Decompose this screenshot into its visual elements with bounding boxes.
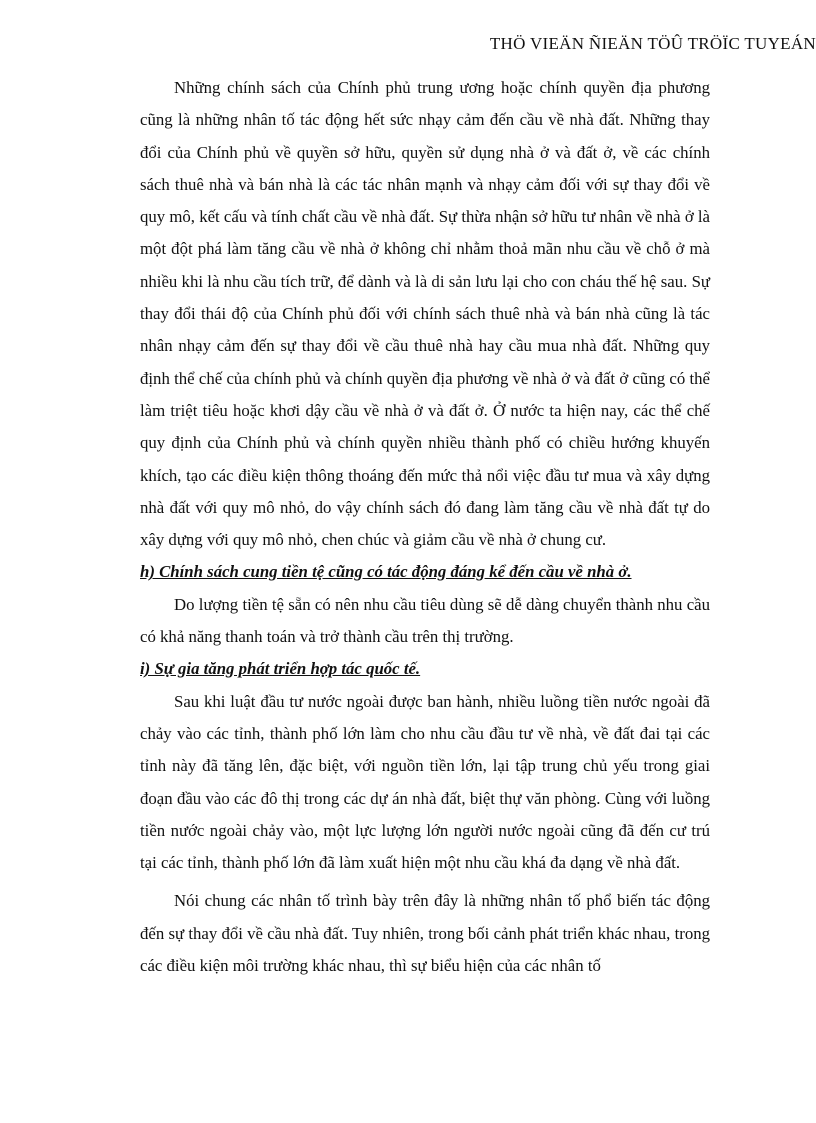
page-header: THÖ VIEÄN ÑIEÄN TÖÛ TRÖÏC TUYEÁN: [489, 34, 816, 53]
paragraph-foreign-investment: Sau khi luật đầu tư nước ngoài được ban hành, nhiều luồng tiền nước ngoài đã chảy vào các tỉnh, thành phố lớn làm cho nhu cầu đầu tư về nhà, về đất đai tại các tỉnh này đã tăng lên, đặc biệt, với nguồn tiền lớn, lại tập trung chủ yếu trong giai đoạn đầu vào các đô thị trong các dự án nhà đất, biệt thự văn phòng. Cùng với luồng tiền nước ngoài chảy vào, một lực lượng lớn người nước ngoài cũng đã đến cư trú tại các tỉnh, thành phố lớn đã làm xuất hiện một nhu cầu khá đa dạng về nhà đất.: [140, 691, 710, 873]
section-heading-h: h) Chính sách cung tiền tệ cũng có tác động đáng kể đến cầu về nhà ở.: [140, 562, 632, 582]
paragraph-government-policy: Những chính sách của Chính phủ trung ương hoặc chính quyền địa phương cũng là những nhân tố tác động hết sức nhạy cảm đến cầu về nhà đất. Những thay đổi của Chính phủ về quyền sở hữu, quyền sử dụng nhà ở và đất ở, về các chính sách thuê nhà và bán nhà là các tác nhân mạnh và nhạy cảm đối với sự thay đổi về quy mô, kết cấu và tính chất cầu về nhà đất. Sự thừa nhận sở hữu tư nhân về nhà ở là một đột phá làm tăng cầu về nhà ở không chỉ nhằm thoả mãn nhu cầu về chỗ ở mà nhiều khi là nhu cầu tích trữ, để dành và là di sản lưu lại cho con cháu thế hệ sau. Sự thay đổi thái độ của Chính phủ đối với chính sách thuê nhà và bán nhà cũng là tác nhân nhạy cảm đến sự thay đổi về cầu thuê nhà hay cầu mua nhà đất. Những quy định thể chế của chính phủ và chính quyền địa phương về nhà ở và đất ở cũng có thể làm triệt tiêu hoặc khơi dậy cầu về nhà ở và đất ở. Ở nước ta hiện nay, các thể chế quy định của Chính phủ và chính quyền nhiều thành phố có chiều hướng khuyến khích, tạo các điều kiện thông thoáng đến mức thả nổi việc đầu tư mua và xây dựng nhà đất với quy mô nhỏ, do vậy chính sách đó đang làm tăng cầu về nhà đất tự do xây dựng với quy mô nhỏ, chen chúc và giảm cầu về nhà ở chung cư.: [140, 78, 711, 550]
paragraph-money-supply: Do lượng tiền tệ sẵn có nên nhu cầu tiêu dùng sẽ dễ dàng chuyển thành nhu cầu có khả năng thanh toán và trở thành cầu trên thị trường.: [140, 594, 710, 647]
paragraph-conclusion: Nói chung các nhân tố trình bày trên đây là những nhân tố phổ biến tác động đến sự thay đổi về cầu nhà đất. Tuy nhiên, trong bối cảnh phát triển khác nhau, trong các điều kiện môi trường khác nhau, thì sự biểu hiện của các nhân tố: [140, 891, 710, 976]
document-body: [140, 72, 710, 982]
section-heading-i: i) Sự gia tăng phát triển hợp tác quốc tế.: [140, 659, 421, 679]
